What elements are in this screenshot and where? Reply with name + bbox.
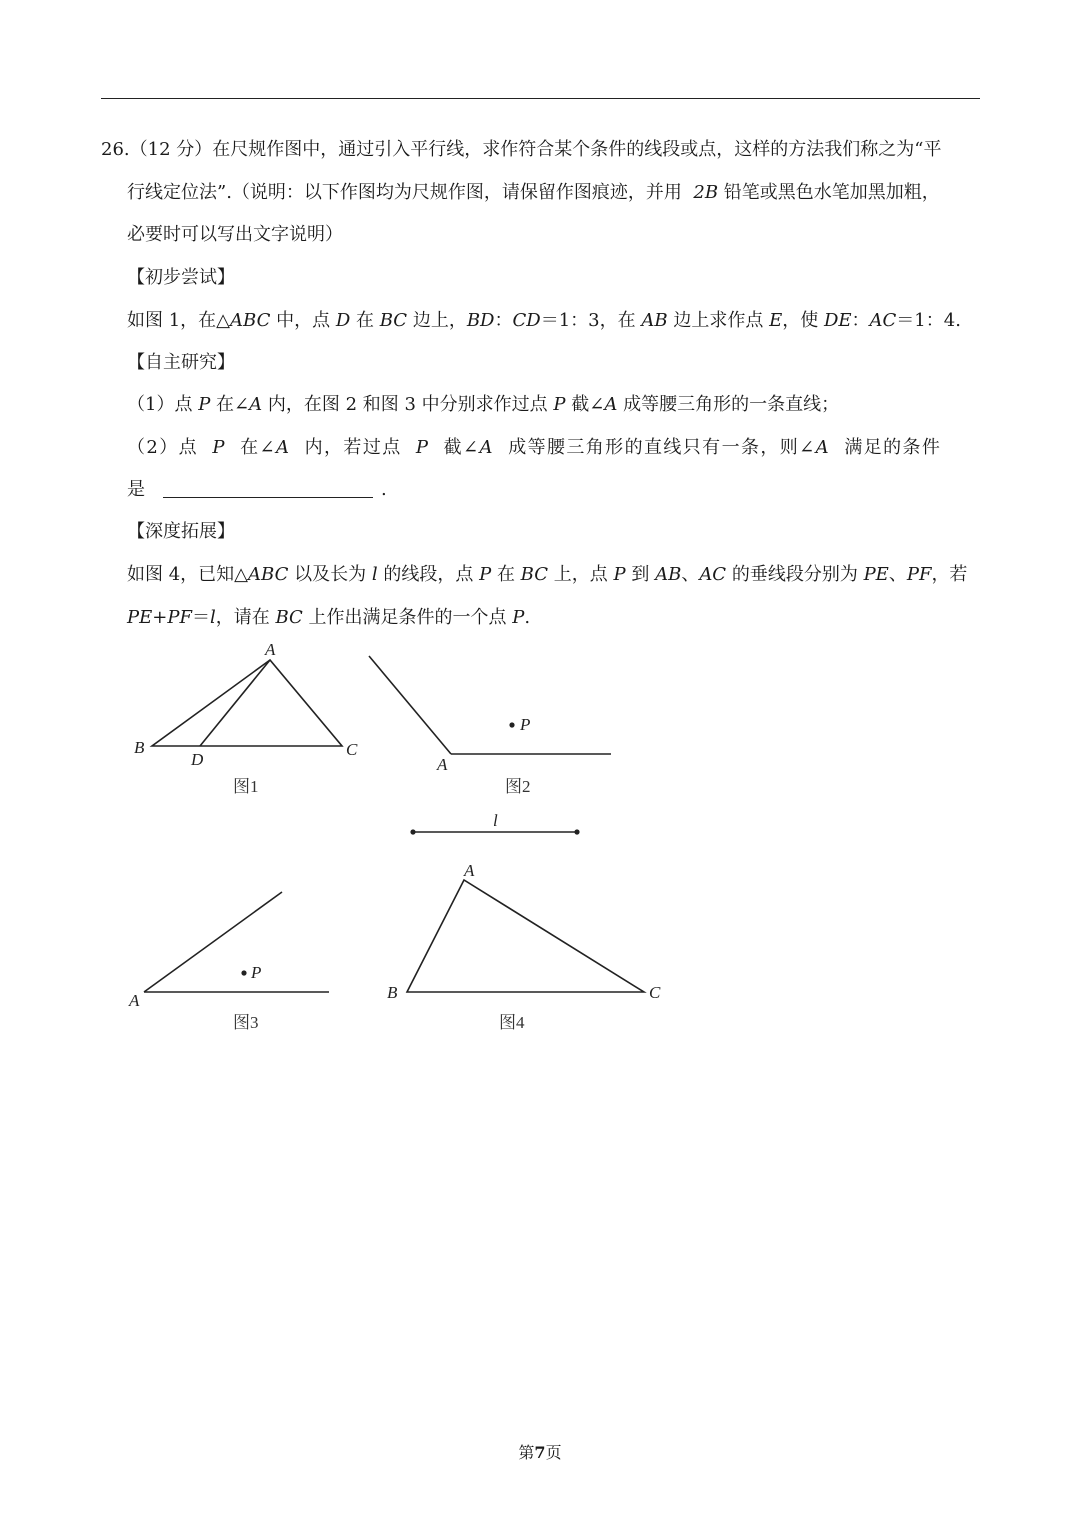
figure-1-caption: 图1 bbox=[233, 777, 259, 796]
figure-4-label-b: B bbox=[387, 983, 398, 1002]
problem-intro-line-1: 26.（12 分）在尺规作图中，通过引入平行线，求作符合某个条件的线段或点，这样的方法我们称之为“平 bbox=[101, 139, 942, 160]
figure-2-label-a: A bbox=[437, 755, 448, 774]
section-heading-independent-research: 【自主研究】 bbox=[127, 352, 235, 373]
section3-text-line-1: 如图 4，已知△ABC 以及长为 l 的线段，点 P 在 BC 上，点 P 到 AB、AC 的垂线段分别为 PE、PF，若 bbox=[127, 564, 968, 585]
figure-1-label-c: C bbox=[346, 740, 358, 759]
figure-4-triangle-abc bbox=[407, 880, 644, 992]
segment-l bbox=[410, 829, 579, 834]
figure-4-caption: 图4 bbox=[499, 1013, 525, 1032]
figure-2-label-p: P bbox=[520, 715, 531, 734]
figure-4-label-c: C bbox=[649, 983, 661, 1002]
segment-l-label: l bbox=[493, 811, 498, 830]
section1-problem-text: 如图 1，在△ABC 中，点 D 在 BC 边上，BD：CD＝1：3，在 AB 边上求作点 E，使 DE：AC＝1：4. bbox=[127, 310, 961, 331]
figure-3-label-a: A bbox=[129, 991, 140, 1010]
figure-2 bbox=[369, 656, 611, 754]
section2-question-2: （2）点 P 在∠A 内，若过点 P 截∠A 成等腰三角形的直线只有一条，则∠A 满足的条件 bbox=[127, 437, 942, 458]
problem-intro-line-2: 行线定位法”.（说明：以下作图均为尺规作图，请保留作图痕迹，并用 2B 铅笔或黑色水笔加黑加粗， bbox=[127, 182, 940, 203]
figure-1 bbox=[152, 660, 342, 746]
section-heading-initial-attempt: 【初步尝试】 bbox=[127, 267, 235, 288]
figure-1-label-b: B bbox=[134, 738, 145, 757]
page-number: 第7页 bbox=[518, 1443, 562, 1462]
section3-text-line-2: PE+PF＝l，请在 BC 上作出满足条件的一个点 P. bbox=[127, 607, 531, 628]
figure-3-point-p bbox=[241, 970, 246, 975]
section-heading-deep-extension: 【深度拓展】 bbox=[127, 521, 235, 542]
figure-4-label-a: A bbox=[464, 861, 475, 880]
figure-2-ray-upper bbox=[369, 656, 451, 754]
figure-1-label-a: A bbox=[265, 640, 276, 659]
problem-intro-line-3: 必要时可以写出文字说明） bbox=[127, 224, 343, 245]
section2-question-2-answer-line: 是 . bbox=[127, 479, 387, 500]
figure-3 bbox=[144, 892, 329, 992]
figure-3-caption: 图3 bbox=[233, 1013, 259, 1032]
figure-3-label-p: P bbox=[251, 963, 262, 982]
figure-1-label-d: D bbox=[191, 750, 204, 769]
figure-1-triangle-abc bbox=[152, 660, 342, 746]
figure-2-point-p bbox=[509, 722, 514, 727]
section2-question-1: （1）点 P 在∠A 内，在图 2 和图 3 中分别求作过点 P 截∠A 成等腰三角形的一条直线； bbox=[127, 394, 840, 415]
figure-4 bbox=[407, 880, 644, 992]
figure-2-caption: 图2 bbox=[505, 777, 531, 796]
